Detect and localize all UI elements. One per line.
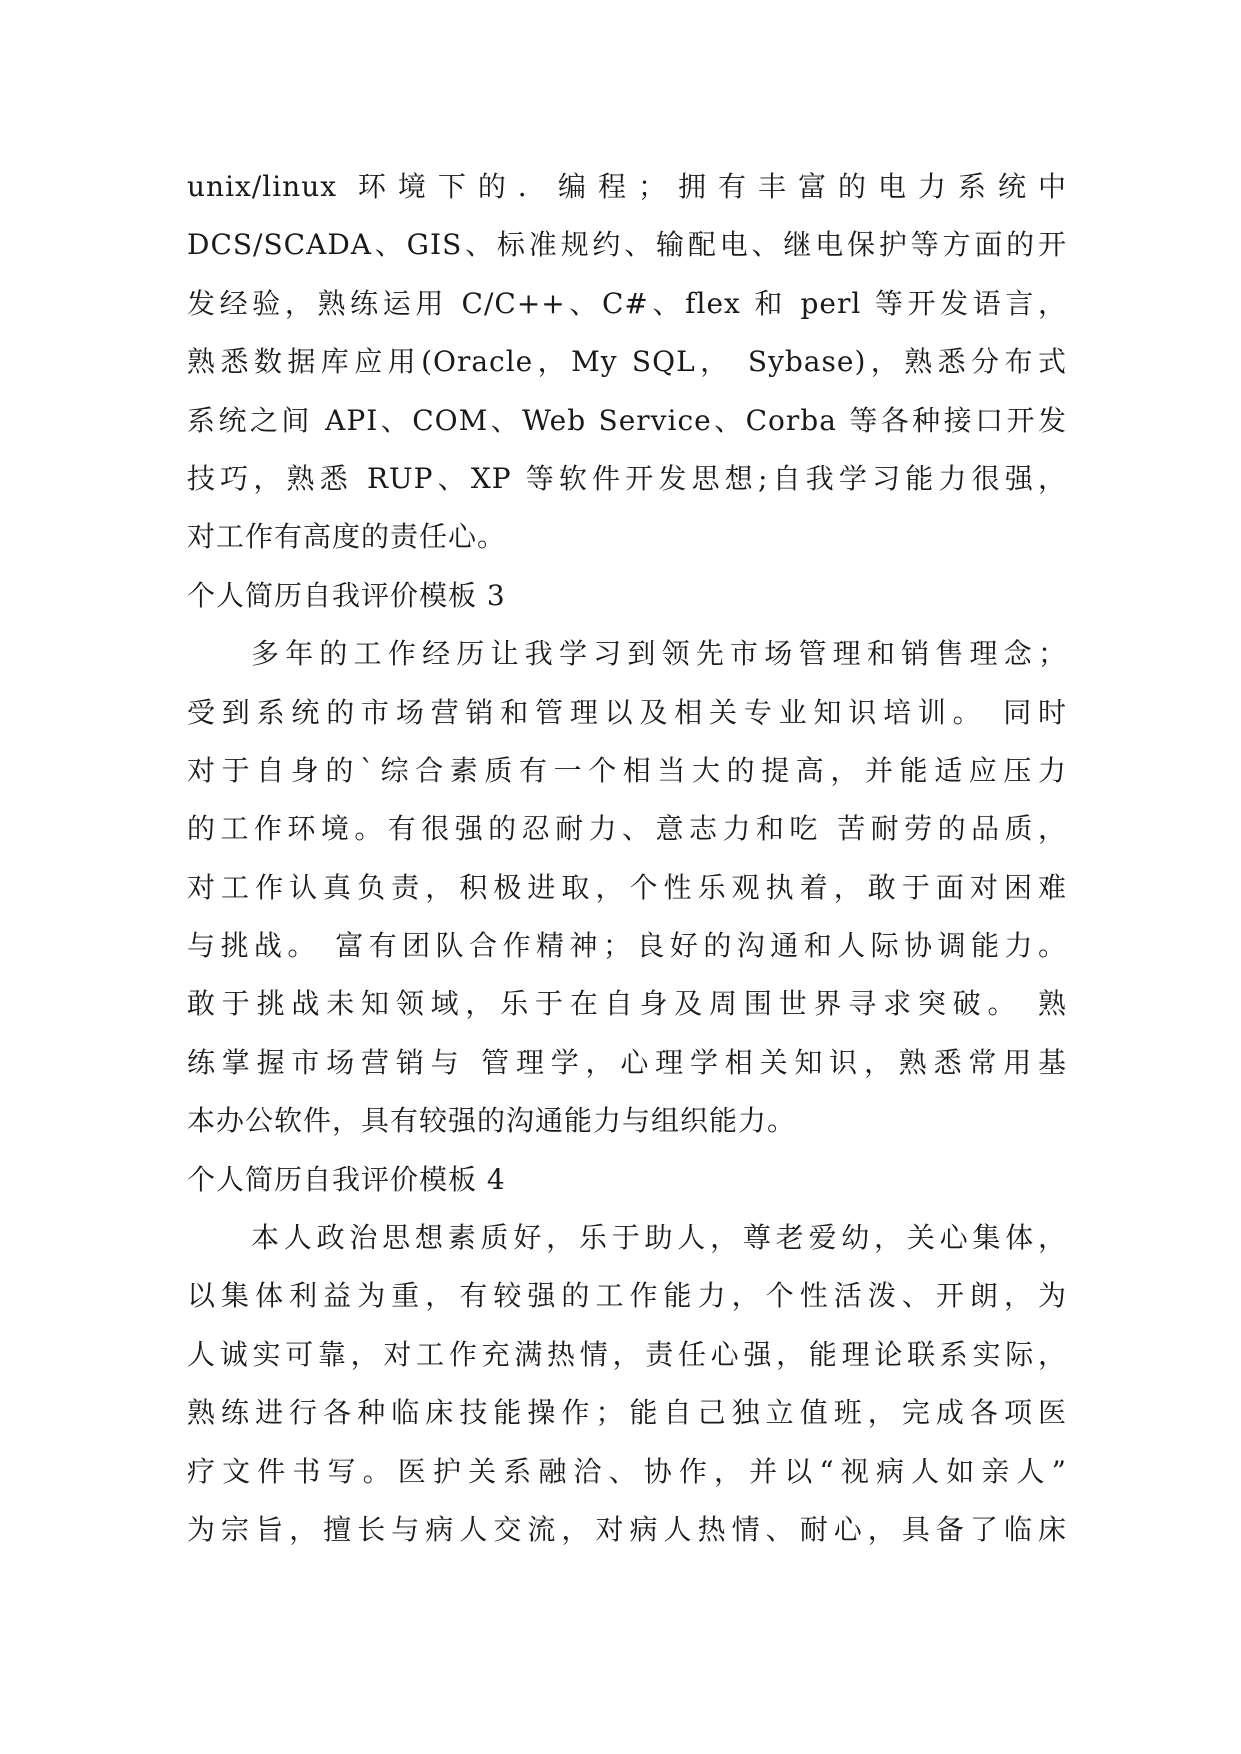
paragraph-line: 多年的工作经历让我学习到领先市场管理和销售理念； [251,637,1067,671]
paragraph-line: 对工作有高度的责任心。 [187,520,507,554]
section-heading: 个人简历自我评价模板 3 [187,578,506,612]
paragraph-line: unix/linux 环境下的．编程；拥有丰富的电力系统中 [187,170,1067,203]
paragraph-line: 的工作环境。有很强的忍耐力、意志力和吃 苦耐劳的品质， [187,812,1067,846]
paragraph-line: 敢于挑战未知领域，乐于在自身及周围世界寻求突破。 熟 [187,987,1067,1021]
section-heading: 个人简历自我评价模板 4 [187,1162,506,1196]
paragraph-line: DCS/SCADA、GIS、标准规约、输配电、继电保护等方面的开 [187,228,1067,262]
paragraph-line: 与挑战。 富有团队合作精神；良好的沟通和人际协调能力。 [187,929,1067,963]
paragraph-line: 系统之间 API、COM、Web Service、Corba 等各种接口开发 [187,403,1067,437]
paragraph-line: 为宗旨，擅长与病人交流，对病人热情、耐心，具备了临床 [187,1512,1067,1546]
paragraph-line: 熟练进行各种临床技能操作；能自己独立值班，完成各项医 [187,1396,1067,1430]
paragraph-line: 本人政治思想素质好，乐于助人，尊老爱幼，关心集体， [251,1221,1067,1255]
paragraph-line: 本办公软件，具有较强的沟通能力与组织能力。 [187,1104,797,1138]
paragraph-line: 熟悉数据库应用(Oracle，My SQL， Sybase)，熟悉分布式 [187,345,1067,379]
document-body [187,158,1067,1559]
paragraph-line: 受到系统的市场营销和管理以及相关专业知识培训。 同时 [187,695,1067,729]
paragraph-line: 以集体利益为重，有较强的工作能力，个性活泼、开朗，为 [187,1279,1067,1313]
paragraph-line: 对于自身的`综合素质有一个相当大的提高，并能适应压力 [187,753,1067,787]
paragraph-line: 练掌握市场营销与 管理学，心理学相关知识，熟悉常用基 [187,1045,1067,1079]
paragraph-line: 发经验，熟练运用 C/C++、C#、flex 和 perl 等开发语言， [187,286,1067,320]
paragraph-line: 技巧，熟悉 RUP、XP 等软件开发思想;自我学习能力很强， [187,461,1067,495]
paragraph-line: 对工作认真负责，积极进取，个性乐观执着，敢于面对困难 [187,870,1067,904]
paragraph-line: 疗文件书写。医护关系融洽、协作，并以“视病人如亲人” [187,1454,1067,1488]
paragraph-line: 人诚实可靠，对工作充满热情，责任心强，能理论联系实际， [187,1337,1067,1371]
